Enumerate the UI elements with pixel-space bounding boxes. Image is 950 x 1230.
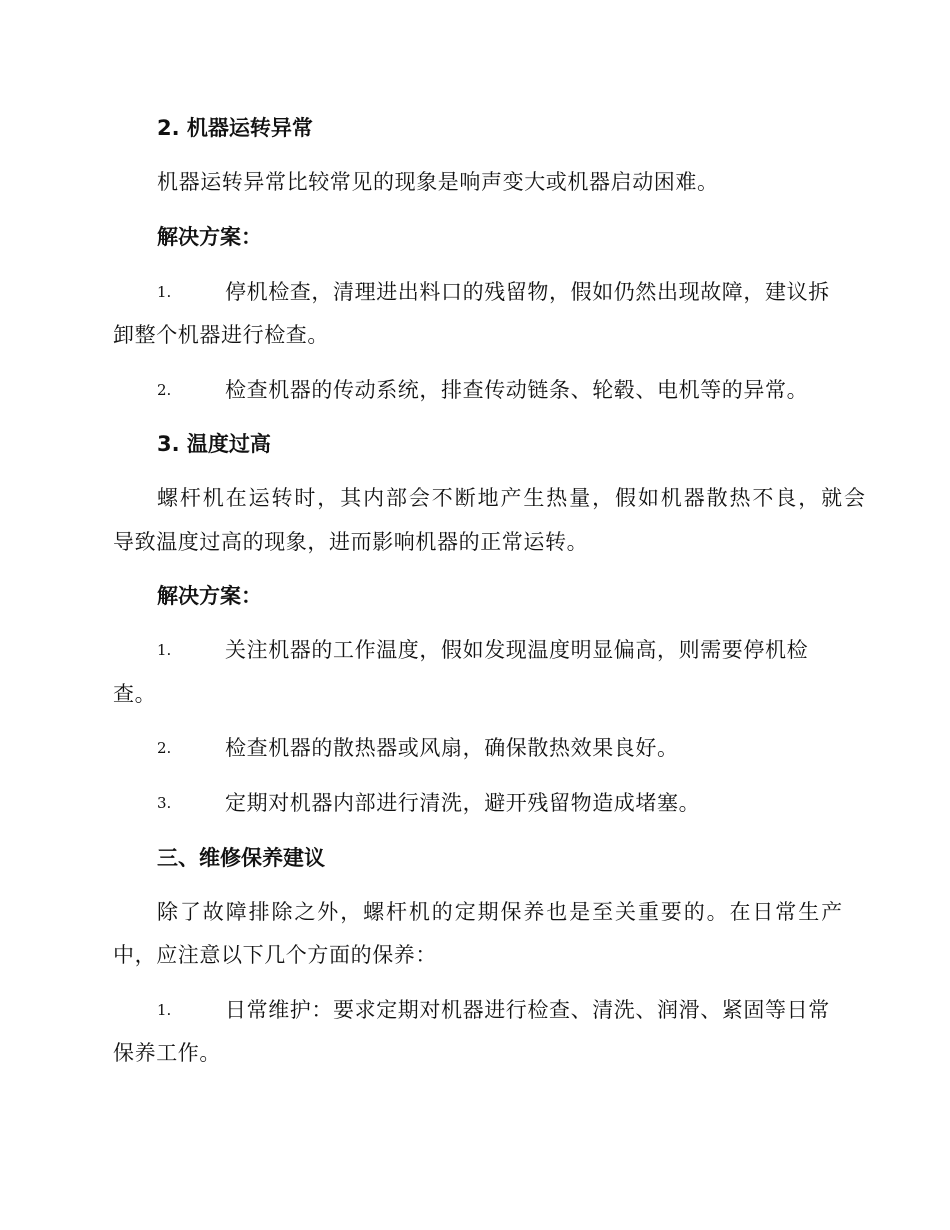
section-heading-machine-abnormal: 2. 机器运转异常 (157, 116, 313, 140)
list-number: 2. (157, 739, 172, 757)
list-item-text: 检查机器的散热器或风扇，确保散热效果良好。 (225, 736, 679, 760)
list-item-text: 检查机器的传动系统，排查传动链条、轮毂、电机等的异常。 (225, 378, 809, 402)
solution-label: 解决方案： (157, 584, 262, 608)
list-item-text: 停机检查，清理进出料口的残留物，假如仍然出现故障，建议拆 (225, 280, 830, 304)
paragraph-maintenance: 除了故障排除之外，螺杆机的定期保养也是至关重要的。在日常生产 (157, 900, 844, 924)
list-item-text: 关注机器的工作温度，假如发现温度明显偏高，则需要停机检 (225, 638, 809, 662)
list-item-text-continued: 保养工作。 (113, 1041, 221, 1065)
section-heading-overheat: 3. 温度过高 (157, 432, 271, 456)
paragraph-overheat-continued: 导致温度过高的现象，进而影响机器的正常运转。 (113, 530, 589, 554)
list-item-text: 日常维护：要求定期对机器进行检查、清洗、润滑、紧固等日常 (225, 998, 830, 1022)
solution-label: 解决方案： (157, 225, 262, 249)
list-number: 1. (157, 1001, 172, 1019)
list-item-text-continued: 卸整个机器进行检查。 (113, 323, 329, 347)
paragraph-machine-abnormal: 机器运转异常比较常见的现象是响声变大或机器启动困难。 (157, 170, 719, 194)
paragraph-maintenance-continued: 中，应注意以下几个方面的保养： (113, 943, 437, 967)
list-number: 2. (157, 381, 172, 399)
list-number: 1. (157, 283, 172, 301)
list-item-text: 定期对机器内部进行清洗，避开残留物造成堵塞。 (225, 791, 701, 815)
list-number: 3. (157, 794, 172, 812)
paragraph-overheat: 螺杆机在运转时，其内部会不断地产生热量，假如机器散热不良，就会 (157, 486, 867, 510)
list-number: 1. (157, 641, 172, 659)
list-item-text-continued: 查。 (113, 682, 157, 706)
part-heading-maintenance: 三、维修保养建议 (157, 846, 325, 870)
